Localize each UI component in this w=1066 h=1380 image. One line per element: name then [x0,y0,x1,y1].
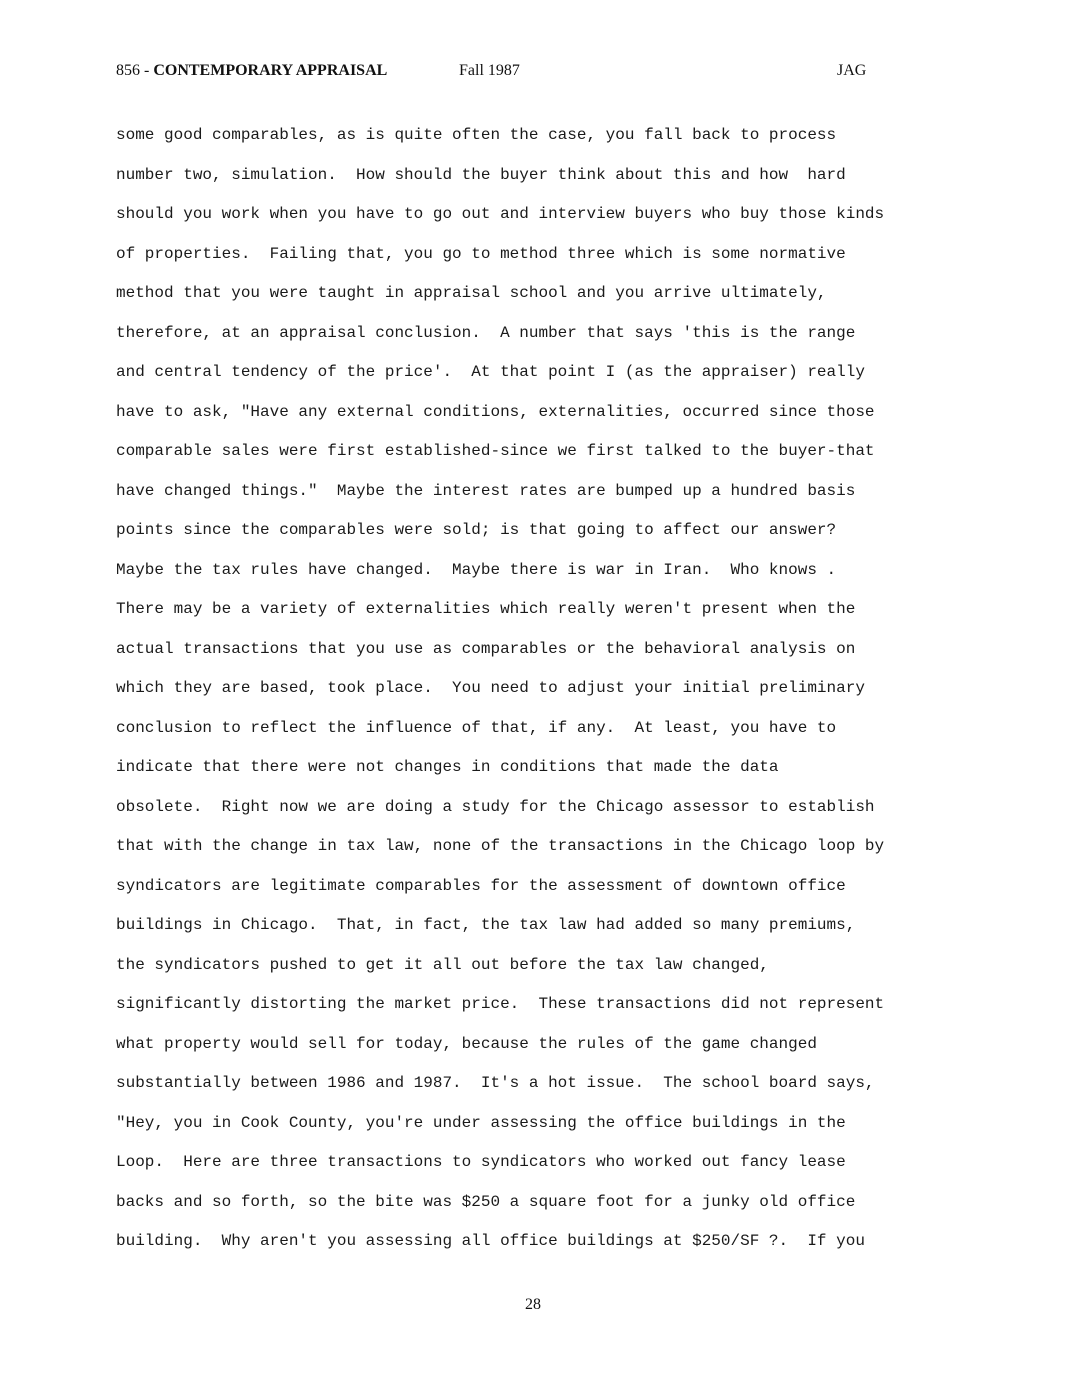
page-number: 28 [525,1296,541,1313]
text-line: method that you were taught in appraisal school and you arrive ultimately, [116,284,827,302]
text-line: comparable sales were first established-since we first talked to the buyer-that [116,442,875,460]
text-line: building. Why aren't you assessing all office buildings at $250/SF ?. If you [116,1232,865,1250]
text-line: Maybe the tax rules have changed. Maybe there is war in Iran. Who knows . [116,560,837,579]
author-initials: JAG [837,62,867,79]
text-line: and central tendency of the price'. At that point I (as the appraiser) really [116,363,865,381]
text-line: obsolete. Right now we are doing a study for the Chicago assessor to establish [116,797,875,816]
course-number: 856 - [116,62,154,79]
course-title: CONTEMPORARY APPRAISAL [153,62,388,79]
page-header [116,62,876,86]
text-line: the syndicators pushed to get it all out before the tax law changed, [116,955,769,974]
text-line: some good comparables, as is quite often the case, you fall back to process [116,126,837,144]
text-line: substantially between 1986 and 1987. It's a hot issue. The school board says, [116,1074,875,1092]
text-line: significantly distorting the market price. These transactions did not represent [116,995,885,1013]
text-line: conclusion to reflect the influence of that, if any. At least, you have to [116,718,837,737]
text-line: have to ask, "Have any external conditions, externalities, occurred since those [116,402,875,421]
text-line: what property would sell for today, because the rules of the game changed [116,1034,817,1053]
text-line: number two, simulation. How should the buyer think about this and how hard [116,165,846,184]
text-line: "Hey, you in Cook County, you're under assessing the office buildings in the [116,1113,846,1132]
text-line: Loop. Here are three transactions to syndicators who worked out fancy lease [116,1153,846,1171]
text-line: indicate that there were not changes in conditions that made the data [116,758,779,776]
text-line: buildings in Chicago. That, in fact, the tax law had added so many premiums, [116,916,856,934]
text-line: of properties. Failing that, you go to method three which is some normative [116,244,846,263]
body-text [116,116,1016,1262]
text-line: syndicators are legitimate comparables for the assessment of downtown office [116,876,846,895]
text-line: therefore, at an appraisal conclusion. A number that says 'this is the range [116,323,856,342]
text-line: actual transactions that you use as comparables or the behavioral analysis on [116,639,856,658]
text-line: There may be a variety of externalities which really weren't present when the [116,600,856,618]
text-line: points since the comparables were sold; is that going to affect our answer? [116,521,837,539]
text-line: have changed things." Maybe the interest rates are bumped up a hundred basis [116,481,856,500]
text-line: should you work when you have to go out and interview buyers who buy those kinds [116,205,885,223]
text-line: backs and so forth, so the bite was $250 a square foot for a junky old office [116,1192,856,1211]
text-line: that with the change in tax law, none of the transactions in the Chicago loop by [116,837,885,855]
text-line: which they are based, took place. You need to adjust your initial preliminary [116,679,865,697]
course-heading [116,62,387,80]
term-label: Fall 1987 [459,62,520,79]
